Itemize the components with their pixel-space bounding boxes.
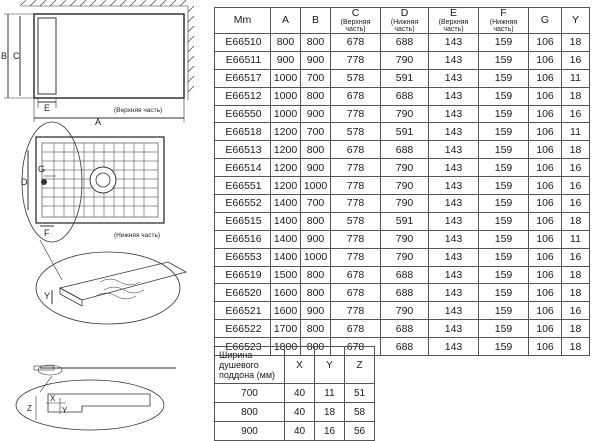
table-cell: 106: [529, 159, 562, 177]
table-cell: 800: [301, 284, 331, 302]
table-cell: 778: [331, 248, 381, 266]
table-cell: 790: [381, 302, 429, 320]
table-cell: E66522: [215, 320, 271, 338]
table-cell: 778: [331, 230, 381, 248]
table-cell: E66523: [215, 338, 271, 356]
dimensions-table: [214, 7, 590, 356]
table-cell: E66553: [215, 248, 271, 266]
table-cell: 688: [381, 338, 429, 356]
table-row: [215, 87, 590, 105]
table-cell: 790: [381, 230, 429, 248]
label-y-detail: Y: [44, 291, 51, 301]
table-row: [215, 69, 590, 87]
table-cell: 40: [285, 422, 315, 441]
table-cell: 688: [381, 266, 429, 284]
table-cell: 18: [562, 320, 590, 338]
table-row: [215, 105, 590, 123]
header-main: G: [540, 14, 550, 26]
header-sub: (Нижняя часть): [390, 19, 419, 33]
table-cell: 1000: [271, 69, 301, 87]
table-cell: 159: [479, 248, 529, 266]
table-cell: E66552: [215, 195, 271, 213]
table-cell: 790: [381, 177, 429, 195]
table-cell: 678: [331, 141, 381, 159]
table-cell: 143: [429, 34, 479, 52]
table-cell: 18: [562, 266, 590, 284]
table-cell: 18: [562, 212, 590, 230]
label-x: X: [50, 394, 56, 403]
table-cell: 143: [429, 105, 479, 123]
table-cell: 688: [381, 87, 429, 105]
table-cell: 159: [479, 195, 529, 213]
table-row: [215, 384, 375, 403]
table-row: [215, 212, 590, 230]
header-main: E: [449, 7, 457, 19]
dimensions-header-cell: [215, 8, 271, 34]
table-cell: 143: [429, 302, 479, 320]
section-ellipse: [16, 380, 164, 430]
table-cell: 16: [315, 422, 345, 441]
table-cell: 800: [301, 338, 331, 356]
table-cell: 159: [479, 51, 529, 69]
table-cell: E66514: [215, 159, 271, 177]
xyz-header-cell: Z: [345, 347, 375, 384]
table-cell: E66551: [215, 177, 271, 195]
table-cell: 678: [331, 266, 381, 284]
header-main: Y: [571, 14, 579, 26]
table-cell: 18: [562, 34, 590, 52]
table-cell: 800: [301, 212, 331, 230]
table-cell: 143: [429, 338, 479, 356]
table-row: [215, 34, 590, 52]
table-cell: 900: [301, 105, 331, 123]
table-cell: E66518: [215, 123, 271, 141]
table-cell: 1400: [271, 248, 301, 266]
table-cell: E66521: [215, 302, 271, 320]
table-cell: 159: [479, 69, 529, 87]
table-cell: 143: [429, 159, 479, 177]
dimensions-header-cell: [331, 8, 381, 34]
table-cell: 1600: [271, 284, 301, 302]
table-cell: E66519: [215, 266, 271, 284]
table-cell: E66550: [215, 105, 271, 123]
table-cell: 900: [271, 51, 301, 69]
table-cell: 578: [331, 69, 381, 87]
table-cell: 1800: [271, 338, 301, 356]
table-cell: 1000: [271, 87, 301, 105]
table-cell: 790: [381, 51, 429, 69]
table-cell: 778: [331, 195, 381, 213]
table-cell: 800: [301, 266, 331, 284]
table-cell: 159: [479, 159, 529, 177]
table-cell: 1200: [271, 159, 301, 177]
table-cell: 143: [429, 51, 479, 69]
table-cell: 18: [562, 87, 590, 105]
table-row: [215, 284, 590, 302]
label-d: D: [21, 177, 28, 187]
table-cell: 800: [301, 320, 331, 338]
label-e: E: [44, 103, 51, 113]
dimensions-header-cell: [381, 8, 429, 34]
table-cell: 800: [301, 141, 331, 159]
table-cell: 159: [479, 123, 529, 141]
header-main: Mm: [233, 14, 252, 26]
table-cell: 106: [529, 87, 562, 105]
table-cell: 106: [529, 284, 562, 302]
table-cell: 11: [562, 123, 590, 141]
xyz-header-cell: Y: [315, 347, 345, 384]
table-cell: 800: [301, 87, 331, 105]
header-sub: (Верхняя часть): [340, 19, 371, 33]
table-cell: 159: [479, 230, 529, 248]
table-cell: 143: [429, 177, 479, 195]
table-cell: 106: [529, 141, 562, 159]
table-cell: 106: [529, 320, 562, 338]
table-cell: E66517: [215, 69, 271, 87]
table-cell: 143: [429, 212, 479, 230]
table-cell: 106: [529, 34, 562, 52]
header-sub: (Верхняя часть): [438, 19, 469, 33]
table-cell: 159: [479, 141, 529, 159]
table-cell: 143: [429, 87, 479, 105]
table-cell: 678: [331, 320, 381, 338]
header-main: D: [400, 7, 409, 19]
table-cell: 16: [562, 248, 590, 266]
table-cell: 16: [562, 302, 590, 320]
table-row: [215, 123, 590, 141]
table-row: [215, 195, 590, 213]
table-cell: 106: [529, 230, 562, 248]
table-cell: 18: [562, 284, 590, 302]
table-cell: 159: [479, 105, 529, 123]
table-cell: 106: [529, 248, 562, 266]
table-cell: 143: [429, 195, 479, 213]
table-row: [215, 320, 590, 338]
header-main: B: [311, 14, 319, 26]
table-cell: 800: [215, 403, 285, 422]
table-cell: 778: [331, 51, 381, 69]
table-cell: 1400: [271, 230, 301, 248]
table-cell: 143: [429, 284, 479, 302]
table-row: [215, 141, 590, 159]
table-cell: 159: [479, 320, 529, 338]
table-cell: 159: [479, 177, 529, 195]
table-cell: 790: [381, 195, 429, 213]
table-cell: 106: [529, 123, 562, 141]
table-cell: 40: [285, 384, 315, 403]
table-cell: 11: [562, 69, 590, 87]
table-cell: E66515: [215, 212, 271, 230]
table-cell: 591: [381, 123, 429, 141]
header-sub: (Нижняя часть): [489, 19, 518, 33]
header-main: A: [281, 14, 289, 26]
table-cell: 16: [562, 159, 590, 177]
table-cell: 778: [331, 177, 381, 195]
wall-hatch: [20, 0, 194, 100]
table-cell: 678: [331, 338, 381, 356]
table-cell: 40: [285, 403, 315, 422]
table-cell: 678: [331, 87, 381, 105]
table-cell: 578: [331, 123, 381, 141]
table-cell: 578: [331, 212, 381, 230]
table-cell: 18: [562, 338, 590, 356]
table-cell: 1600: [271, 302, 301, 320]
table-row: [215, 302, 590, 320]
label-bottom-part: (Нижняя часть): [114, 232, 161, 239]
dimensions-header-row: [215, 8, 590, 34]
table-cell: 800: [301, 34, 331, 52]
table-cell: 1200: [271, 141, 301, 159]
table-cell: 106: [529, 212, 562, 230]
table-row: [215, 177, 590, 195]
table-cell: 900: [301, 230, 331, 248]
table-cell: 900: [301, 51, 331, 69]
table-cell: 591: [381, 69, 429, 87]
table-cell: 900: [301, 302, 331, 320]
table-cell: 159: [479, 266, 529, 284]
table-cell: 778: [331, 105, 381, 123]
table-cell: 900: [215, 422, 285, 441]
label-f: F: [44, 228, 50, 238]
table-cell: 106: [529, 195, 562, 213]
table-cell: 143: [429, 248, 479, 266]
xyz-header-cell: X: [285, 347, 315, 384]
table-cell: 56: [345, 422, 375, 441]
table-cell: 18: [562, 141, 590, 159]
table-cell: 790: [381, 159, 429, 177]
drain-circle: [90, 167, 116, 193]
table-cell: 159: [479, 338, 529, 356]
label-g: G: [38, 164, 46, 174]
label-b: B: [1, 51, 8, 61]
header-main: C: [351, 7, 360, 19]
table-row: [215, 51, 590, 69]
dimensions-header-cell: [529, 8, 562, 34]
drain-channel-top: [38, 18, 56, 94]
table-cell: 900: [301, 159, 331, 177]
table-cell: 143: [429, 69, 479, 87]
table-cell: 106: [529, 302, 562, 320]
table-cell: 1400: [271, 195, 301, 213]
table-cell: 678: [331, 34, 381, 52]
table-cell: 159: [479, 284, 529, 302]
table-cell: 778: [331, 302, 381, 320]
table-cell: 700: [301, 69, 331, 87]
dimensions-header-cell: [271, 8, 301, 34]
table-cell: 18: [315, 403, 345, 422]
xyz-header-row: [215, 347, 375, 384]
table-cell: 591: [381, 212, 429, 230]
dimensions-header-cell: [429, 8, 479, 34]
table-cell: 1700: [271, 320, 301, 338]
dimensions-header-cell: [562, 8, 590, 34]
table-cell: 688: [381, 34, 429, 52]
table-cell: E66512: [215, 87, 271, 105]
table-cell: 1000: [301, 177, 331, 195]
header-main: F: [500, 7, 507, 19]
table-cell: 16: [562, 195, 590, 213]
table-cell: 688: [381, 284, 429, 302]
table-cell: 143: [429, 320, 479, 338]
table-cell: 1000: [301, 248, 331, 266]
table-cell: 678: [331, 284, 381, 302]
table-cell: E66510: [215, 34, 271, 52]
table-cell: 688: [381, 320, 429, 338]
table-cell: 700: [301, 195, 331, 213]
table-cell: 159: [479, 34, 529, 52]
table-cell: 778: [331, 159, 381, 177]
table-cell: 1000: [271, 105, 301, 123]
label-a: A: [95, 117, 102, 127]
table-cell: 106: [529, 338, 562, 356]
table-cell: 143: [429, 141, 479, 159]
table-cell: 790: [381, 248, 429, 266]
table-cell: 1200: [271, 177, 301, 195]
xyz-header-cell: Ширина душевого поддона (мм): [215, 347, 285, 384]
table-cell: 106: [529, 105, 562, 123]
table-cell: 1500: [271, 266, 301, 284]
detail-ellipse: [22, 122, 82, 242]
table-row: [215, 266, 590, 284]
xyz-table: [214, 346, 375, 441]
table-cell: 143: [429, 230, 479, 248]
table-cell: 700: [215, 384, 285, 403]
table-cell: E66516: [215, 230, 271, 248]
table-cell: 16: [562, 51, 590, 69]
table-cell: 159: [479, 87, 529, 105]
table-row: [215, 230, 590, 248]
label-z: Z: [27, 404, 32, 413]
table-cell: 1200: [271, 123, 301, 141]
dimensions-header-cell: [301, 8, 331, 34]
table-cell: E66511: [215, 51, 271, 69]
table-cell: 16: [562, 105, 590, 123]
table-row: [215, 159, 590, 177]
label-c: C: [13, 51, 20, 61]
table-cell: 106: [529, 266, 562, 284]
label-top-part: (Верхняя часть): [114, 107, 163, 114]
table-row: [215, 403, 375, 422]
table-cell: 16: [562, 177, 590, 195]
table-cell: 106: [529, 177, 562, 195]
table-cell: 58: [345, 403, 375, 422]
tray-drawing: [0, 0, 210, 434]
table-cell: 790: [381, 105, 429, 123]
label-y-section: Y: [62, 406, 68, 415]
table-cell: 11: [562, 230, 590, 248]
table-cell: E66513: [215, 141, 271, 159]
table-cell: 800: [271, 34, 301, 52]
table-cell: 700: [301, 123, 331, 141]
table-cell: 1400: [271, 212, 301, 230]
dimensions-header-cell: [479, 8, 529, 34]
table-cell: 159: [479, 212, 529, 230]
table-row: [215, 248, 590, 266]
table-cell: 143: [429, 123, 479, 141]
table-cell: 51: [345, 384, 375, 403]
table-cell: 106: [529, 51, 562, 69]
table-cell: 159: [479, 302, 529, 320]
table-cell: 688: [381, 141, 429, 159]
table-cell: 143: [429, 266, 479, 284]
table-cell: 11: [315, 384, 345, 403]
table-cell: 106: [529, 69, 562, 87]
table-cell: E66520: [215, 284, 271, 302]
table-row: [215, 422, 375, 441]
